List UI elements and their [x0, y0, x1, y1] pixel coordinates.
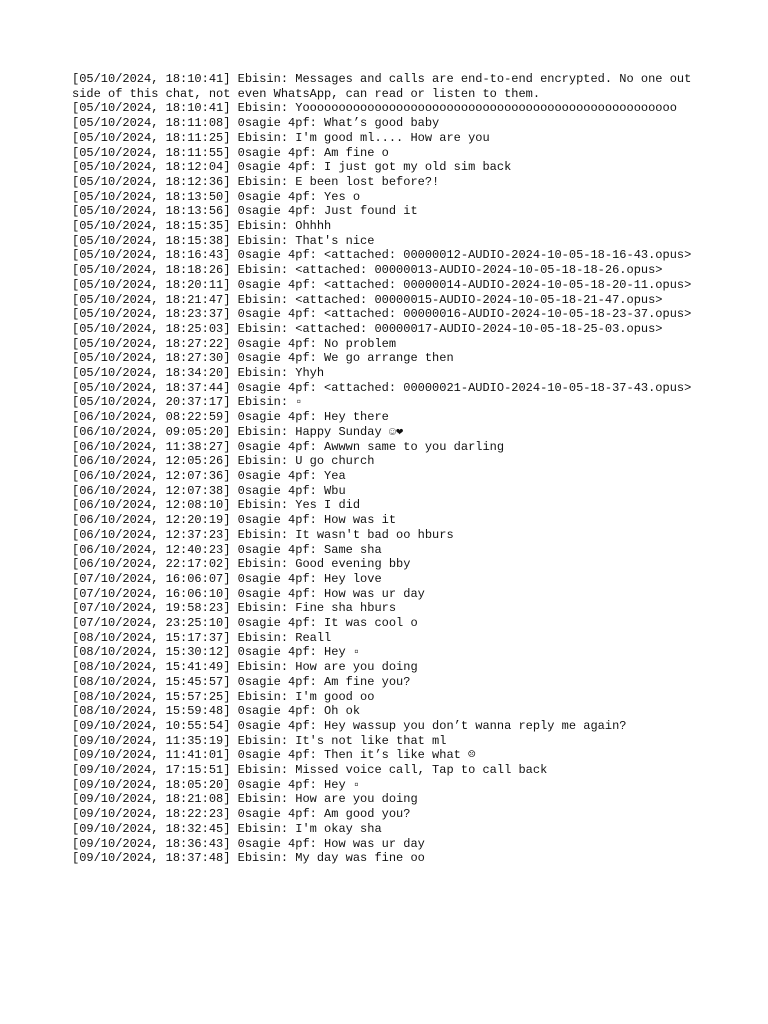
chat-line: [05/10/2024, 18:13:50] 0sagie 4pf: Yes o — [72, 189, 361, 204]
chat-line: [05/10/2024, 18:11:55] 0sagie 4pf: Am fine o — [72, 145, 389, 160]
chat-line: [05/10/2024, 18:18:26] Ebisin: <attached: 00000013-AUDIO-2024-10-05-18-18-26.opus> — [72, 263, 663, 278]
chat-line: [05/10/2024, 18:12:36] Ebisin: E been lost before?! — [72, 174, 440, 189]
chat-line: [07/10/2024, 19:58:23] Ebisin: Fine sha hburs — [72, 601, 397, 616]
chat-line: [05/10/2024, 18:10:41] Ebisin: Messages and calls are end-to-end encrypted. No one outside of this chat, not even WhatsApp, can read or listen to them. — [72, 72, 692, 101]
chat-line: [06/10/2024, 08:22:59] 0sagie 4pf: Hey there — [72, 410, 389, 425]
chat-line: [06/10/2024, 12:05:26] Ebisin: U go church — [72, 454, 375, 469]
chat-line: [08/10/2024, 15:30:12] 0sagie 4pf: Hey ▫ — [72, 645, 361, 660]
chat-line: [07/10/2024, 23:25:10] 0sagie 4pf: It was cool o — [72, 616, 418, 631]
chat-line: [07/10/2024, 16:06:07] 0sagie 4pf: Hey love — [72, 571, 382, 586]
chat-line: [09/10/2024, 11:41:01] 0sagie 4pf: Then it’s like what ☹ — [72, 748, 476, 763]
chat-line: [08/10/2024, 15:57:25] Ebisin: I'm good oo — [72, 689, 375, 704]
chat-line: [05/10/2024, 18:20:11] 0sagie 4pf: <attached: 00000014-AUDIO-2024-10-05-18-20-11.opus> — [72, 277, 692, 292]
chat-line: [06/10/2024, 12:07:36] 0sagie 4pf: Yea — [72, 468, 346, 483]
chat-line: [09/10/2024, 18:21:08] Ebisin: How are you doing — [72, 792, 418, 807]
chat-line: [05/10/2024, 18:27:30] 0sagie 4pf: We go arrange then — [72, 351, 454, 366]
chat-line: [09/10/2024, 11:35:19] Ebisin: It's not like that ml — [72, 733, 447, 748]
chat-line: [05/10/2024, 18:16:43] 0sagie 4pf: <attached: 00000012-AUDIO-2024-10-05-18-16-43.opus> — [72, 248, 692, 263]
chat-line: [06/10/2024, 12:08:10] Ebisin: Yes I did — [72, 498, 361, 513]
chat-line: [09/10/2024, 18:36:43] 0sagie 4pf: How was ur day — [72, 836, 425, 851]
chat-line: [09/10/2024, 18:05:20] 0sagie 4pf: Hey ▫ — [72, 777, 361, 792]
chat-line: [06/10/2024, 12:37:23] Ebisin: It wasn't bad oo hburs — [72, 527, 454, 542]
chat-line: [08/10/2024, 15:17:37] Ebisin: Reall — [72, 630, 332, 645]
chat-line: [09/10/2024, 18:22:23] 0sagie 4pf: Am good you? — [72, 807, 411, 822]
chat-line: [09/10/2024, 18:32:45] Ebisin: I'm okay sha — [72, 821, 382, 836]
chat-line: [05/10/2024, 18:25:03] Ebisin: <attached: 00000017-AUDIO-2024-10-05-18-25-03.opus> — [72, 321, 663, 336]
chat-line: [05/10/2024, 18:11:25] Ebisin: I'm good ml.... How are you — [72, 130, 490, 145]
chat-line: [05/10/2024, 18:23:37] 0sagie 4pf: <attached: 00000016-AUDIO-2024-10-05-18-23-37.opus> — [72, 307, 692, 322]
chat-line: [05/10/2024, 18:11:08] 0sagie 4pf: What’s good baby — [72, 116, 440, 131]
chat-line: [06/10/2024, 12:07:38] 0sagie 4pf: Wbu — [72, 483, 346, 498]
chat-line: [05/10/2024, 18:34:20] Ebisin: Yhyh — [72, 366, 325, 381]
chat-line: [05/10/2024, 18:12:04] 0sagie 4pf: I just got my old sim back — [72, 160, 512, 175]
chat-line: [05/10/2024, 18:27:22] 0sagie 4pf: No problem — [72, 336, 397, 351]
chat-line: [08/10/2024, 15:45:57] 0sagie 4pf: Am fine you? — [72, 674, 411, 689]
chat-line: [05/10/2024, 18:37:44] 0sagie 4pf: <attached: 00000021-AUDIO-2024-10-05-18-37-43.opus> — [72, 380, 692, 395]
chat-line: [08/10/2024, 15:41:49] Ebisin: How are you doing — [72, 660, 418, 675]
chat-line: [06/10/2024, 22:17:02] Ebisin: Good evening bby — [72, 557, 411, 572]
chat-line: [05/10/2024, 18:15:38] Ebisin: That's nice — [72, 233, 375, 248]
chat-line: [09/10/2024, 18:37:48] Ebisin: My day was fine oo — [72, 851, 425, 866]
chat-line: [05/10/2024, 18:15:35] Ebisin: Ohhhh — [72, 219, 332, 234]
chat-line: [07/10/2024, 16:06:10] 0sagie 4pf: How was ur day — [72, 586, 425, 601]
chat-line: [05/10/2024, 18:10:41] Ebisin: Yoooooooooooooooooooooooooooooooooooooooooooooooooooo — [72, 101, 677, 116]
chat-line: [06/10/2024, 11:38:27] 0sagie 4pf: Awwwn same to you darling — [72, 439, 505, 454]
chat-line: [09/10/2024, 17:15:51] Ebisin: Missed voice call, Tap to call back — [72, 763, 548, 778]
chat-line: [05/10/2024, 18:21:47] Ebisin: <attached: 00000015-AUDIO-2024-10-05-18-21-47.opus> — [72, 292, 663, 307]
chat-line: [05/10/2024, 20:37:17] Ebisin: ▫ — [72, 395, 303, 410]
chat-line: [08/10/2024, 15:59:48] 0sagie 4pf: Oh ok — [72, 704, 361, 719]
chat-line: [06/10/2024, 09:05:20] Ebisin: Happy Sunday ☺❤ — [72, 424, 404, 439]
chat-line: [05/10/2024, 18:13:56] 0sagie 4pf: Just found it — [72, 204, 418, 219]
chat-line: [06/10/2024, 12:40:23] 0sagie 4pf: Same sha — [72, 542, 382, 557]
chat-log — [72, 72, 698, 866]
chat-line: [09/10/2024, 10:55:54] 0sagie 4pf: Hey wassup you don’t wanna reply me again? — [72, 718, 627, 733]
chat-line: [06/10/2024, 12:20:19] 0sagie 4pf: How was it — [72, 513, 397, 528]
